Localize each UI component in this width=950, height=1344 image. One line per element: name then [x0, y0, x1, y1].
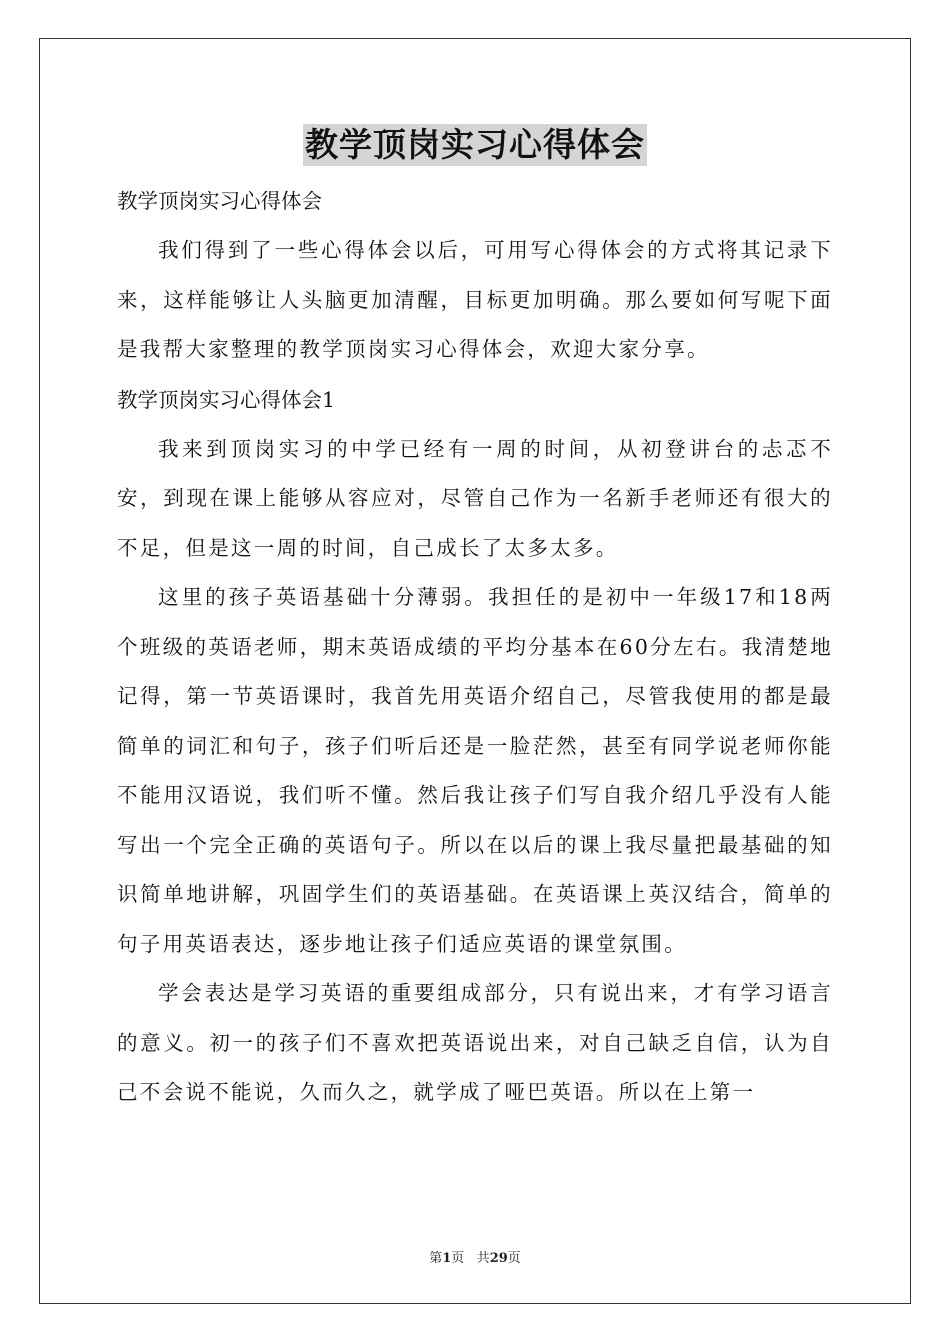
page-footer	[0, 1247, 950, 1266]
document-title-text: 教学顶岗实习心得体会	[305, 125, 645, 164]
total-prefix: 共	[476, 1251, 490, 1266]
document-title	[117, 124, 833, 170]
body-paragraph: 学会表达是学习英语的重要组成部分，只有说出来，才有学习语言的意义。初一的孩子们不喜欢把英语说出来，对自己缺乏自信，认为自己不会说不能说，久而久之，就学成了哑巴英语。所以在上第一	[117, 981, 833, 1104]
intro-paragraph: 我们得到了一些心得体会以后，可用写心得体会的方式将其记录下来，这样能够让人头脑更加清醒，目标更加明确。那么要如何写呢下面是我帮大家整理的教学顶岗实习心得体会，欢迎大家分享。	[117, 238, 833, 361]
section-heading: 教学顶岗实习心得体会1	[117, 387, 336, 412]
page-suffix: 页	[451, 1251, 465, 1266]
total-suffix: 页	[507, 1251, 521, 1266]
page-prefix: 第	[429, 1251, 443, 1266]
page-number: 1	[442, 1251, 452, 1266]
body-paragraph: 这里的孩子英语基础十分薄弱。我担任的是初中一年级17和18两个班级的英语老师，期末英语成绩的平均分基本在60分左右。我清楚地记得，第一节英语课时，我首先用英语介绍自己，尽管我使用的都是最简单的词汇和句子，孩子们听后还是一脸茫然，甚至有同学说老师你能不能用汉语说，我们听不懂。然后我让孩子们写自我介绍几乎没有人能写出一个完全正确的英语句子。所以在以后的课上我尽量把最基础的知识简单地讲解，巩固学生们的英语基础。在英语课上英汉结合，简单的句子用英语表达，逐步地让孩子们适应英语的课堂氛围。	[117, 585, 833, 956]
total-pages: 29	[489, 1251, 508, 1266]
document-body	[117, 124, 833, 1118]
document-subtitle: 教学顶岗实习心得体会	[117, 189, 322, 213]
body-paragraph: 我来到顶岗实习的中学已经有一周的时间，从初登讲台的忐忑不安，到现在课上能够从容应对，尽管自己作为一名新手老师还有很大的不足，但是这一周的时间，自己成长了太多太多。	[117, 436, 833, 560]
